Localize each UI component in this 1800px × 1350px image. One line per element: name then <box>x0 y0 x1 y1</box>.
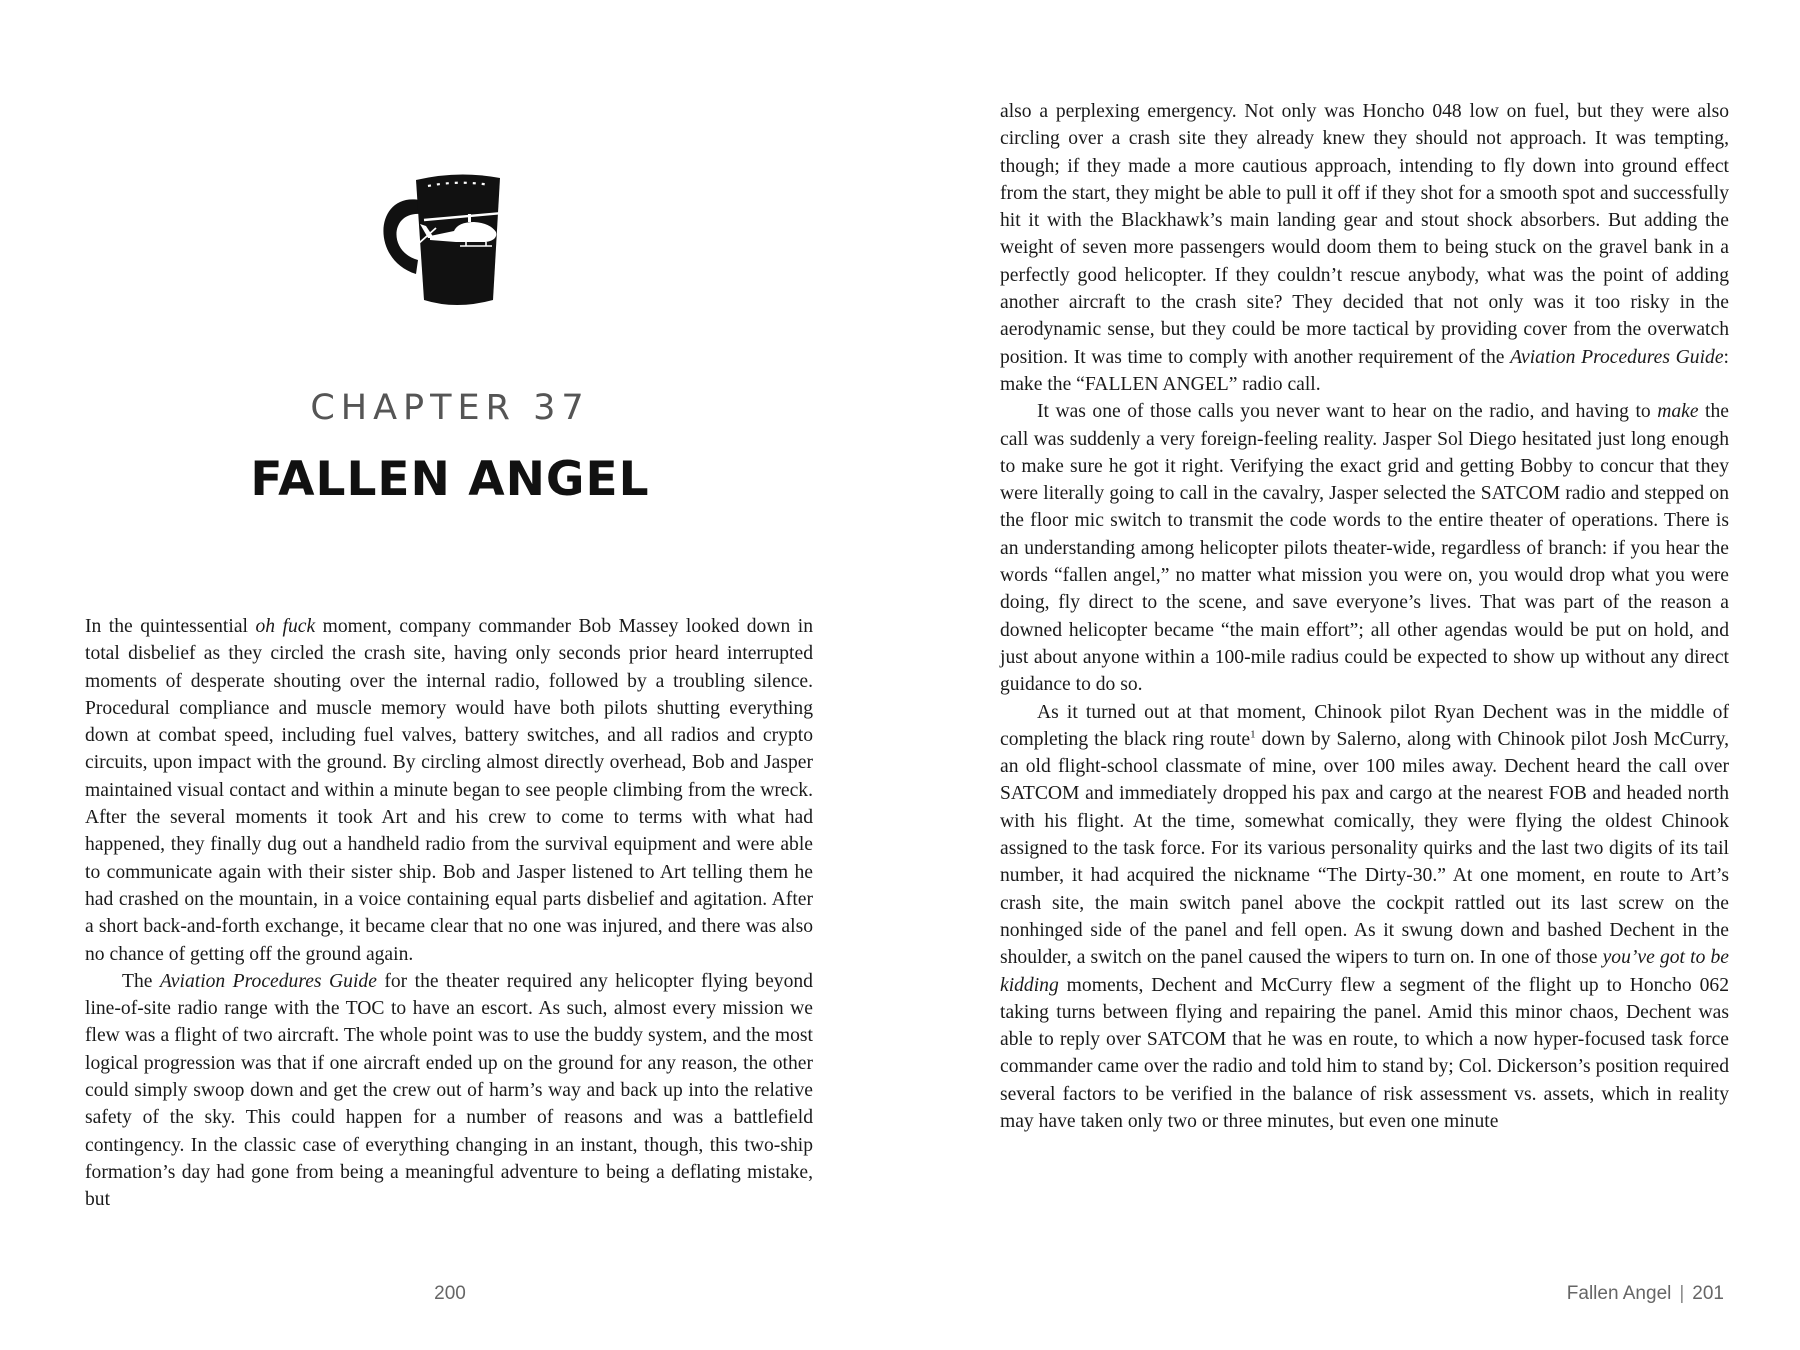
italic-text: oh fuck <box>255 616 316 637</box>
folio-separator: | <box>1679 1283 1685 1304</box>
text-run: down by Salerno, along with Chinook pilot Josh McCurry, an old flight-school classmate of mine, over 100 miles away. Dechent heard the call over SATCOM and immediately dropped his pax and cargo at the nearest FOB and headed north with his flight. At the time, somewhat comically, they were flying the oldest Chinook assigned to the task force. For its various personality quirks and the last two digits of its tail number, it had acquired the nickname “The Dirty-30.” At one moment, en route to Art’s crash site, the main switch panel above the cockpit rattled out its last screw on the nonhinged side of the panel and fell open. As it swung down and bashed Dechent in the shoulder, a switch on the panel caused the wipers to turn on. In one of those <box>1000 728 1729 969</box>
right-body-text <box>1000 98 1729 1135</box>
italic-text: make <box>1657 401 1699 423</box>
paragraph <box>1000 398 1729 698</box>
paragraph <box>85 968 813 1214</box>
italic-text: you’ve got to be kidding <box>1000 947 1729 996</box>
running-footer-right <box>1567 1283 1724 1305</box>
coffee-mug-with-helicopter-icon <box>368 168 528 314</box>
page-number-left: 200 <box>434 1283 466 1304</box>
text-run: for the theater required any helicopter flying beyond line-of-site radio range with the TOC to have an escort. As such, almost every mission we flew was a flight of two aircraft. The whole point was to use the buddy system, and the most logical progression was that if one aircraft ended up on the ground for any reason, the other could simply swoop down and get the crew out of harm’s way and back up into the relative safety of the sky. This could happen for a number of reasons and was a battlefield contingency. In the classic case of everything changing in an instant, though, this two-ship formation’s day had gone from being a meaningful adventure to being a deflating mistake, but <box>85 970 813 1211</box>
footnote-marker[interactable]: 1 <box>1250 728 1256 741</box>
text-run: It was one of those calls you never want to hear on the radio, and having to <box>1037 401 1658 423</box>
text-run: The <box>122 970 160 992</box>
page-number-right: 201 <box>1692 1283 1724 1304</box>
paragraph <box>1000 98 1729 398</box>
text-run: also a perplexing emergency. Not only was Honcho 048 low on fuel, but they were also circling over a crash site they already knew they should not approach. It was tempting, though; if they made a more cautious approach, intending to fly down into ground effect from the start, they might be able to pull it off if they shot for a smooth spot and successfully hit it with the Blackhawk’s main landing gear and stout shock absorbers. But adding the weight of seven more passengers would doom them to being stuck on the gravel bank in a perfectly good helicopter. If they couldn’t rescue anybody, what was the point of adding another aircraft to the crash site? They decided that not only was it too risky in the aerodynamic sense, but they could be more tactical by providing cover from the overwatch position. It was time to comply with another requirement of the <box>1000 101 1729 368</box>
paragraph <box>85 613 813 968</box>
text-run: moments, Dechent and McCurry flew a segment of the flight up to Honcho 062 taking turns between flying and repairing the panel. Amid this minor chaos, Dechent was able to reply over SATCOM that he was en route, to which a now hyper-focused task force commander came over the radio and told him to stand by; Col. Dickerson’s position required several factors to be verified in the balance of risk assessment vs. assets, which in reality may have taken only two or three minutes, but even one minute <box>1000 974 1729 1132</box>
chapter-label: CHAPTER 37 <box>310 388 590 428</box>
text-run: the call was suddenly a very foreign-feeling reality. Jasper Sol Diego hesitated just long enough to make sure he got it right. Verifying the exact grid and getting Bobby to concur that they were literally going to call in the cavalry, Jasper selected the SATCOM radio and stepped on the floor mic switch to transmit the code words to the entire theater of operations. There is an understanding among helicopter pilots theater-wide, regardless of branch: if you hear the words “fallen angel,” no matter what mission you were on, you would drop what you were doing, fly direct to the scene, and save everyone’s lives. That was part of the reason a downed helicopter became “the main effort”; all other agendas would be put on hold, and just about anyone within a 100-mile radius could be expected to show up without any direct guidance to do so. <box>1000 401 1729 696</box>
text-run: In the quintessential <box>85 616 256 637</box>
italic-text: Aviation Procedures Guide <box>159 970 377 992</box>
text-run: : make the “FALLEN ANGEL” radio call. <box>1000 346 1729 395</box>
text-run: As it turned out at that moment, Chinook pilot Ryan Dechent was in the middle of completing the black ring route <box>1000 701 1729 750</box>
left-body-text <box>85 613 813 1214</box>
paragraph <box>1000 699 1729 1136</box>
chapter-title: FALLEN ANGEL <box>250 452 650 507</box>
italic-text: Aviation Procedures Guide <box>1510 346 1724 368</box>
right-page <box>900 0 1800 1350</box>
running-title: Fallen Angel <box>1566 1283 1672 1304</box>
text-run: moment, company commander Bob Massey looked down in total disbelief as they circled the crash site, having only seconds prior heard interrupted moments of desperate shouting over the internal radio, followed by a troubling silence. Procedural compliance and muscle memory would have both pilots shutting everything down at combat speed, including fuel valves, battery switches, and all radios and crypto circuits, upon impact with the ground. By circling almost directly overhead, Bob and Jasper maintained visual contact and within a minute began to see people climbing from the wreck. After the several moments it took Art and his crew to come to terms with what had happened, they finally dug out a handheld radio from the survival equipment and were able to communicate again with their sister ship. Bob and Jasper listened to Art telling them he had crashed on the mountain, in a voice containing equal parts disbelief and agitation. After a short back-and-forth exchange, it became clear that no one was injured, and there was also no chance of getting off the ground again. <box>85 616 813 965</box>
